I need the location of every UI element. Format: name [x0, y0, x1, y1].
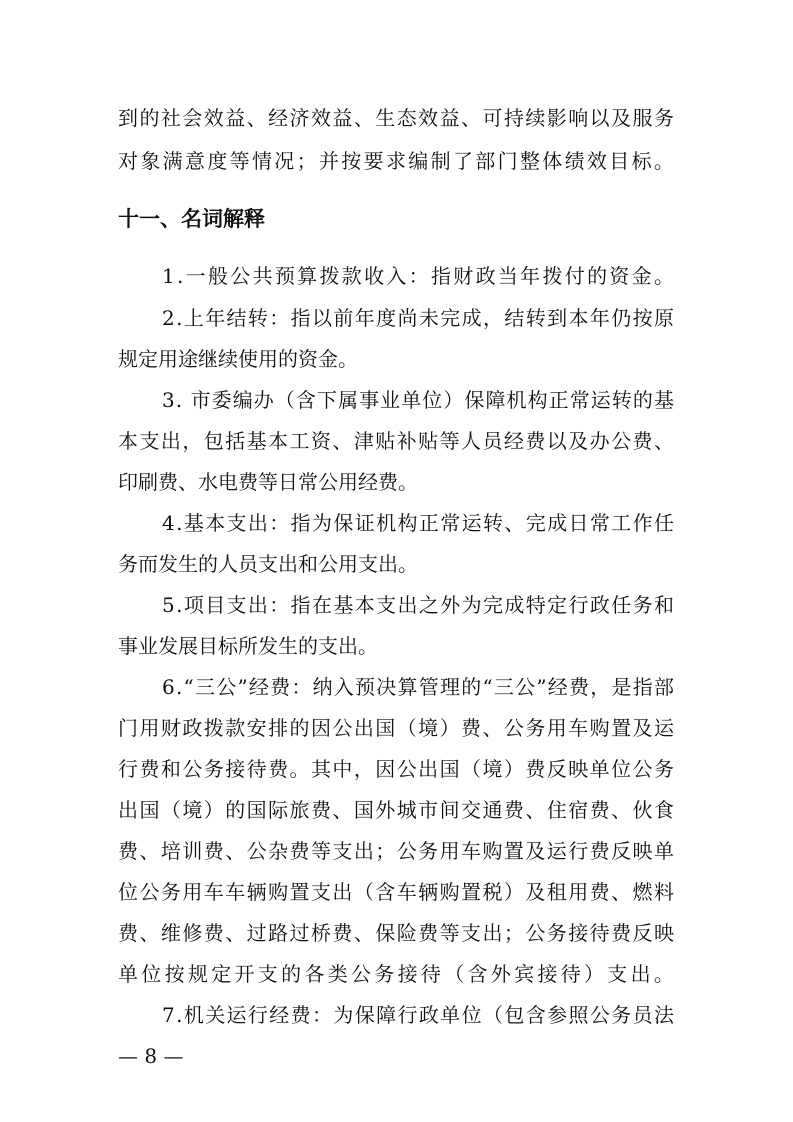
- definition-5-line-2: 事业发展目标所发生的支出。: [118, 634, 378, 658]
- continued-paragraph-line-1: 到的社会效益、经济效益、生态效益、可持续影响以及服务: [118, 106, 676, 130]
- definition-6-line-1: 6.“三公”经费：纳入预决算管理的“三公”经费，是指部: [162, 675, 676, 699]
- definition-3-line-3: 印刷费、水电费等日常公用经费。: [118, 470, 418, 494]
- definition-5-line-1: 5.项目支出：指在基本支出之外为完成特定行政任务和: [162, 593, 676, 617]
- definition-6-line-2: 门用财政拨款安排的因公出国（境）费、公务用车购置及运: [118, 716, 676, 740]
- section-heading: 十一、名词解释: [118, 207, 265, 231]
- page-number: — 8 —: [118, 1044, 184, 1068]
- definition-3-line-2: 本支出，包括基本工资、津贴补贴等人员经费以及办公费、: [118, 429, 676, 453]
- definition-6-line-4: 出国（境）的国际旅费、国外城市间交通费、住宿费、伙食: [118, 798, 676, 822]
- definition-1-line-1: 1.一般公共预算拨款收入：指财政当年拨付的资金。: [162, 264, 677, 288]
- definition-6-line-5: 费、培训费、公杂费等支出；公务用车购置及运行费反映单: [118, 839, 676, 863]
- definition-3-line-1: 3. 市委编办（含下属事业单位）保障机构正常运转的基: [162, 388, 675, 412]
- definition-6-line-6: 位公务用车车辆购置支出（含车辆购置税）及租用费、燃料: [118, 880, 676, 904]
- definition-6-line-8: 单位按规定开支的各类公务接待（含外宾接待）支出。: [118, 962, 678, 986]
- definition-4-line-2: 务而发生的人员支出和公用支出。: [118, 552, 418, 576]
- definition-2-line-2: 规定用途继续使用的资金。: [118, 347, 358, 371]
- definition-7-line-1: 7.机关运行经费：为保障行政单位（包含参照公务员法: [162, 1003, 676, 1027]
- definition-4-line-1: 4.基本支出：指为保证机构正常运转、完成日常工作任: [162, 511, 676, 535]
- definition-6-line-3: 行费和公务接待费。其中，因公出国（境）费反映单位公务: [118, 757, 676, 781]
- definition-2-line-1: 2.上年结转：指以前年度尚未完成，结转到本年仍按原: [162, 306, 676, 330]
- continued-paragraph-line-2: 对象满意度等情况；并按要求编制了部门整体绩效目标。: [118, 149, 677, 173]
- definition-6-line-7: 费、维修费、过路过桥费、保险费等支出；公务接待费反映: [118, 921, 676, 945]
